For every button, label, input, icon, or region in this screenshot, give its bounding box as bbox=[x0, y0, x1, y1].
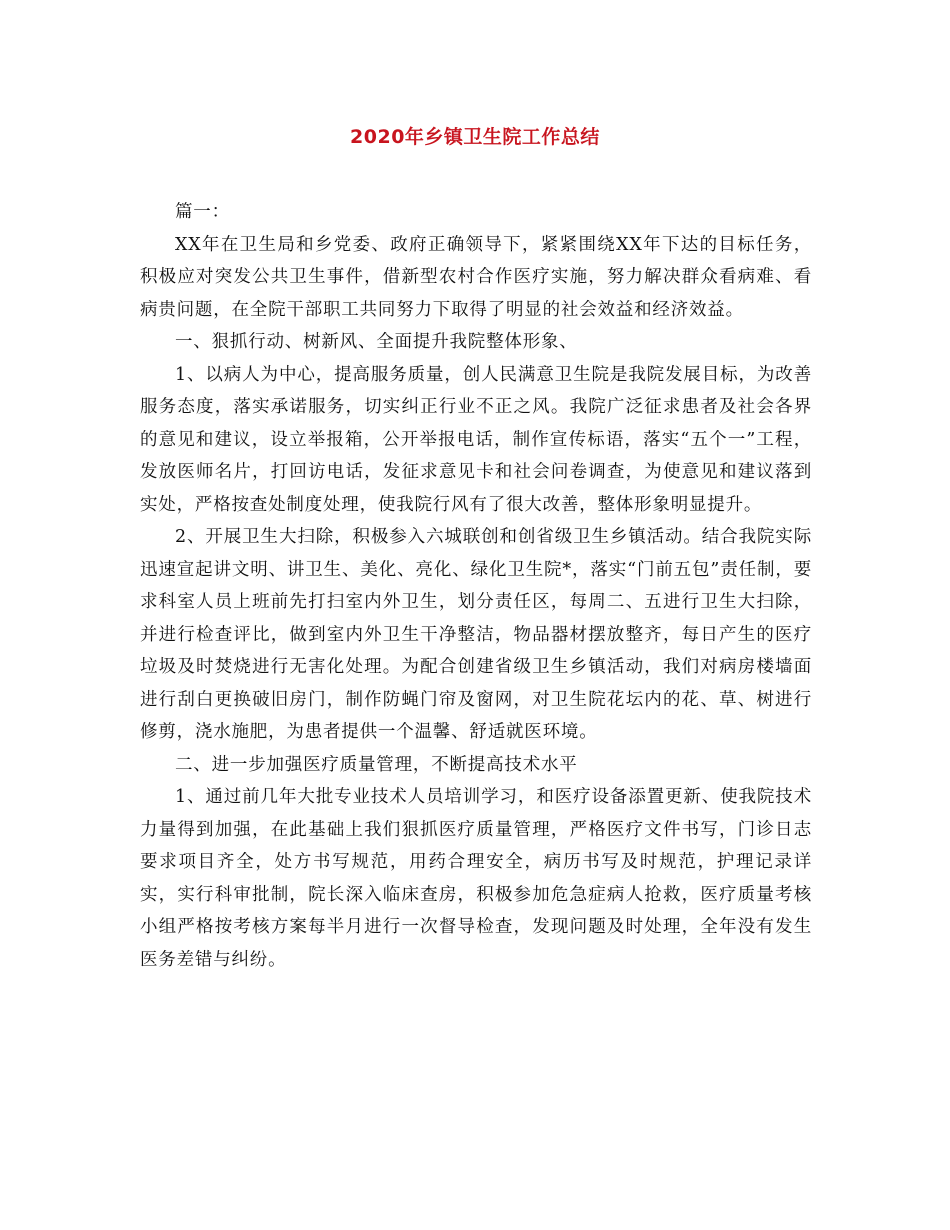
paragraph-1-1: 1、以病人为中心，提高服务质量，创人民满意卫生院是我院发展目标，为改善服务态度，落实承诺服务，切实纠正行业不正之风。我院广泛征求患者及社会各界的意见和建议，设立举报箱，公开举报电话，制作宣传标语，落实“五个一”工程，发放医师名片，打回访电话，发征求意见卡和社会问卷调查，为使意见和建议落到实处，严格按查处制度处理，使我院行风有了很大改善，整体形象明显提升。 bbox=[140, 364, 812, 515]
intro-paragraph: XX年在卫生局和乡党委、政府正确领导下，紧紧围绕XX年下达的目标任务，积极应对突发公共卫生事件，借新型农村合作医疗实施，努力解决群众看病难、看病贵问题，在全院干部职工共同努力下取得了明显的社会效益和经济效益。 bbox=[140, 234, 812, 320]
section-heading-1: 一、狠抓行动、树新风、全面提升我院整体形象、 bbox=[175, 332, 578, 352]
document-body bbox=[140, 196, 812, 976]
paragraph-1-2: 2、开展卫生大扫除，积极参入六城联创和创省级卫生乡镇活动。结合我院实际迅速宣起讲文明、讲卫生、美化、亮化、绿化卫生院*，落实“门前五包”责任制，要求科室人员上班前先打扫室内外卫生，划分责任区，每周二、五进行卫生大扫除，并进行检查评比，做到室内外卫生干净整洁，物品器材摆放整齐，每日产生的医疗垃圾及时焚烧进行无害化处理。为配合创建省级卫生乡镇活动，我们对病房楼墙面进行刮白更换破旧房门，制作防蝇门帘及窗网，对卫生院花坛内的花、草、树进行修剪，浇水施肥，为患者提供一个温馨、舒适就医环境。 bbox=[140, 527, 812, 742]
section-label: 篇一： bbox=[175, 202, 230, 222]
paragraph-2-1: 1、通过前几年大批专业技术人员培训学习，和医疗设备添置更新、使我院技术力量得到加强，在此基础上我们狠抓医疗质量管理，严格医疗文件书写，门诊日志要求项目齐全，处方书写规范，用药合理安全，病历书写及时规范，护理记录详实，实行科审批制，院长深入临床查房，积极参加危急症病人抢救，医疗质量考核小组严格按考核方案每半月进行一次督导检查，发现问题及时处理，全年没有发生医务差错与纠纷。 bbox=[140, 787, 812, 970]
section-heading-2: 二、进一步加强医疗质量管理，不断提高技术水平 bbox=[175, 754, 578, 775]
document-title: 2020年乡镇卫生院工作总结 bbox=[350, 126, 600, 148]
